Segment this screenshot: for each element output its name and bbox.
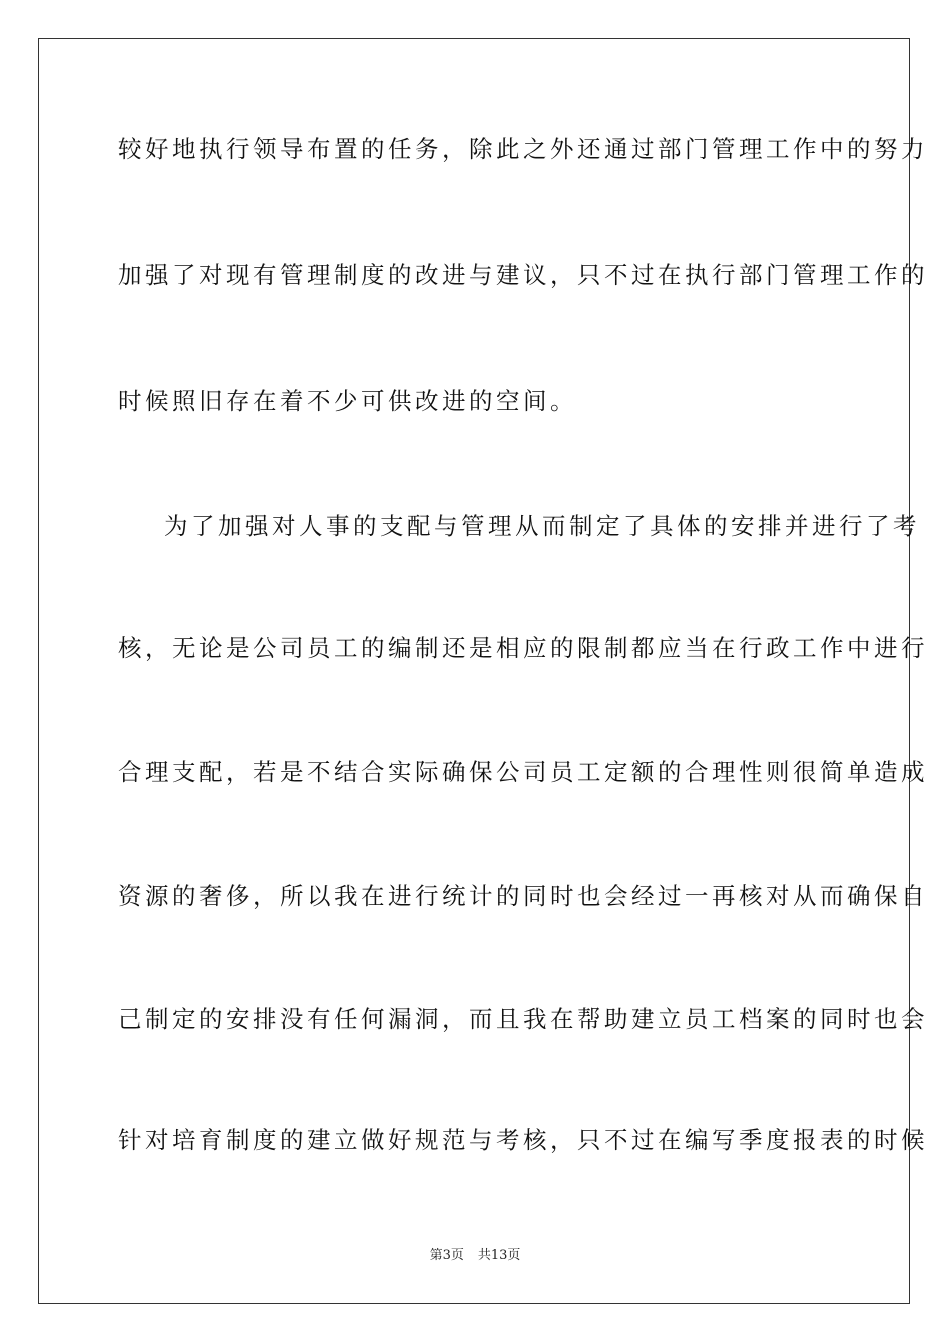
text-line: 合理支配，若是不结合实际确保公司员工定额的合理性则很简单造成 xyxy=(118,758,928,786)
text-line: 时候照旧存在着不少可供改进的空间。 xyxy=(118,387,577,415)
text-line: 己制定的安排没有任何漏洞，而且我在帮助建立员工档案的同时也会 xyxy=(118,1005,928,1033)
page-border xyxy=(38,38,928,1304)
text-line: 较好地执行领导布置的任务，除此之外还通过部门管理工作中的努力 xyxy=(118,135,928,163)
text-line: 针对培育制度的建立做好规范与考核，只不过在编写季度报表的时候 xyxy=(118,1126,928,1154)
text-line-paragraph-start: 为了加强对人事的支配与管理从而制定了具体的安排并进行了考 xyxy=(164,512,920,540)
text-line: 加强了对现有管理制度的改进与建议，只不过在执行部门管理工作的 xyxy=(118,261,928,289)
page-number: 第3页 xyxy=(429,1248,464,1263)
text-line: 资源的奢侈，所以我在进行统计的同时也会经过一再核对从而确保自 xyxy=(118,882,928,910)
text-line: 核，无论是公司员工的编制还是相应的限制都应当在行政工作中进行 xyxy=(118,634,928,662)
page-footer xyxy=(0,1244,950,1263)
page-total: 共13页 xyxy=(477,1248,521,1263)
